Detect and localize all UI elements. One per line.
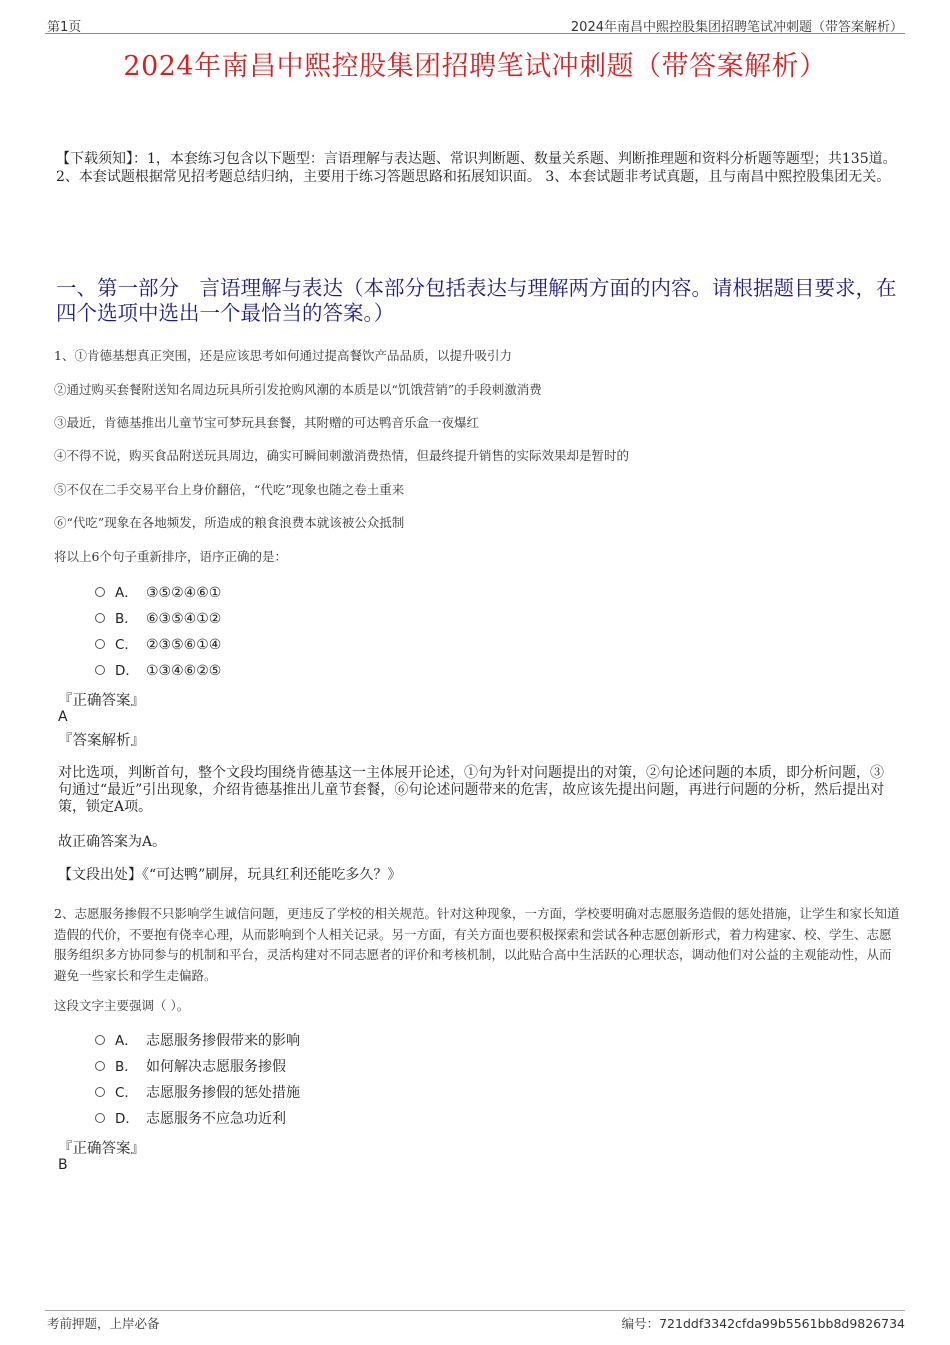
option-letter: B．	[115, 611, 138, 627]
q1-source: 【文段出处】《“可达鸭”刷屏，玩具红利还能吃多久？》	[58, 867, 402, 883]
option-letter: B．	[115, 1059, 138, 1075]
radio-icon[interactable]	[95, 587, 105, 597]
option-text: ①③④⑥②⑤	[146, 663, 222, 679]
page-number: 第1页	[47, 20, 82, 35]
option-text: 志愿服务掺假带来的影响	[146, 1033, 300, 1049]
q2-prompt: 这段文字主要强调（ ）。	[54, 998, 190, 1013]
q1-explanation-label: 『答案解析』	[58, 733, 145, 749]
option-text: 志愿服务不应急功近利	[146, 1111, 286, 1127]
radio-icon[interactable]	[95, 1061, 105, 1071]
radio-icon[interactable]	[95, 1035, 105, 1045]
q1-line-1: 1、①肯德基想真正突围，还是应该思考如何通过提高餐饮产品品质，以提升吸引力	[54, 348, 512, 363]
q1-answer-value: A	[58, 709, 68, 725]
q2-option-b[interactable]	[95, 1057, 286, 1077]
q1-line-6: ⑥“代吃”现象在各地频发，所造成的粮食浪费本就该被公众抵制	[54, 515, 405, 530]
radio-icon[interactable]	[95, 665, 105, 675]
q2-option-d[interactable]	[95, 1109, 286, 1129]
header-doc-title: 2024年南昌中熙控股集团招聘笔试冲刺题（带答案解析）	[570, 20, 903, 35]
q2-option-a[interactable]	[95, 1031, 300, 1051]
option-text: ②③⑤⑥①④	[146, 637, 222, 653]
option-letter: A．	[115, 1033, 138, 1049]
q1-explanation: 对比选项，判断首句，整个文段均围绕肯德基这一主体展开论述，①句为针对问题提出的对策，②句论述问题的本质，即分析问题，③句通过“最近”引出现象，介绍肯德基推出儿童节套餐，⑥句论述问题带来的危害，故应该先提出问题，再进行问题的分析，然后提出对策，锁定A项。	[58, 765, 885, 815]
section-heading: 一、第一部分 言语理解与表达（本部分包括表达与理解两方面的内容。请根据题目要求，在四个选项中选出一个最恰当的答案。）	[56, 276, 897, 325]
radio-icon[interactable]	[95, 613, 105, 623]
q1-line-3: ③最近，肯德基推出儿童节宝可梦玩具套餐，其附赠的可达鸭音乐盒一夜爆红	[54, 415, 480, 430]
q1-answer-label: 『正确答案』	[58, 693, 145, 709]
download-notice: 【下载须知】：1，本套练习包含以下题型：言语理解与表达题、常识判断题、数量关系题、判断推理题和资料分析题等题型；共135道。 2、本套试题根据常见招考题总结归纳，主要用于练习答题思路和拓展知识面。 3、本套试题非考试真题，且与南昌中熙控股集团无关。	[56, 151, 897, 185]
radio-icon[interactable]	[95, 1113, 105, 1123]
q2-paragraph: 2、志愿服务掺假不只影响学生诚信问题，更违反了学校的相关规范。针对这种现象，一方面，学校要明确对志愿服务造假的惩处措施，让学生和家长知道造假的代价，不要抱有侥幸心理，从而影响到个人相关记录。另一方面，有关方面也要积极探索和尝试各种志愿创新形式，着力构建家、校、学生、志愿服务组织多方协同参与的机制和平台，灵活构建对不同志愿者的评价和考核机制，以此贴合高中生活跃的心理状态，调动他们对公益的主观能动性，从而避免一些家长和学生走偏路。	[54, 906, 900, 983]
document-title: 2024年南昌中熙控股集团招聘笔试冲刺题（带答案解析）	[123, 51, 827, 82]
q1-line-4: ④不得不说，购买食品附送玩具周边，确实可瞬间刺激消费热情，但最终提升销售的实际效果却是暂时的	[54, 448, 630, 463]
q2-answer-value: B	[58, 1157, 68, 1173]
footer-rule	[45, 1310, 905, 1311]
q1-conclusion: 故正确答案为A。	[58, 834, 167, 850]
q1-line-5: ⑤不仅在二手交易平台上身价翻倍，“代吃”现象也随之卷土重来	[54, 482, 405, 497]
q2-answer-label: 『正确答案』	[58, 1141, 145, 1157]
option-letter: C．	[115, 637, 138, 653]
q1-line-2: ②通过购买套餐附送知名周边玩具所引发抢购风潮的本质是以“饥饿营销”的手段刺激消费	[54, 382, 542, 397]
option-letter: D．	[115, 663, 139, 679]
option-text: ⑥③⑤④①②	[146, 611, 222, 627]
q1-prompt: 将以上6个句子重新排序，语序正确的是：	[54, 549, 287, 564]
option-letter: A．	[115, 585, 138, 601]
header-rule	[45, 33, 905, 34]
option-text: 志愿服务掺假的惩处措施	[146, 1085, 300, 1101]
q1-option-a[interactable]	[95, 583, 221, 603]
q1-option-d[interactable]	[95, 661, 221, 681]
q2-option-c[interactable]	[95, 1083, 300, 1103]
option-letter: C．	[115, 1085, 138, 1101]
option-text: 如何解决志愿服务掺假	[146, 1059, 286, 1075]
option-text: ③⑤②④⑥①	[146, 585, 222, 601]
q1-option-c[interactable]	[95, 635, 221, 655]
footer-slogan: 考前押题，上岸必备	[47, 1316, 160, 1331]
radio-icon[interactable]	[95, 1087, 105, 1097]
q1-option-b[interactable]	[95, 609, 221, 629]
footer-code-label: 编号：	[621, 1316, 660, 1331]
footer-code	[622, 1314, 905, 1332]
radio-icon[interactable]	[95, 639, 105, 649]
footer-code-value: 721ddf3342cfda99b5561bb8d9826734	[659, 1316, 905, 1331]
option-letter: D．	[115, 1111, 139, 1127]
